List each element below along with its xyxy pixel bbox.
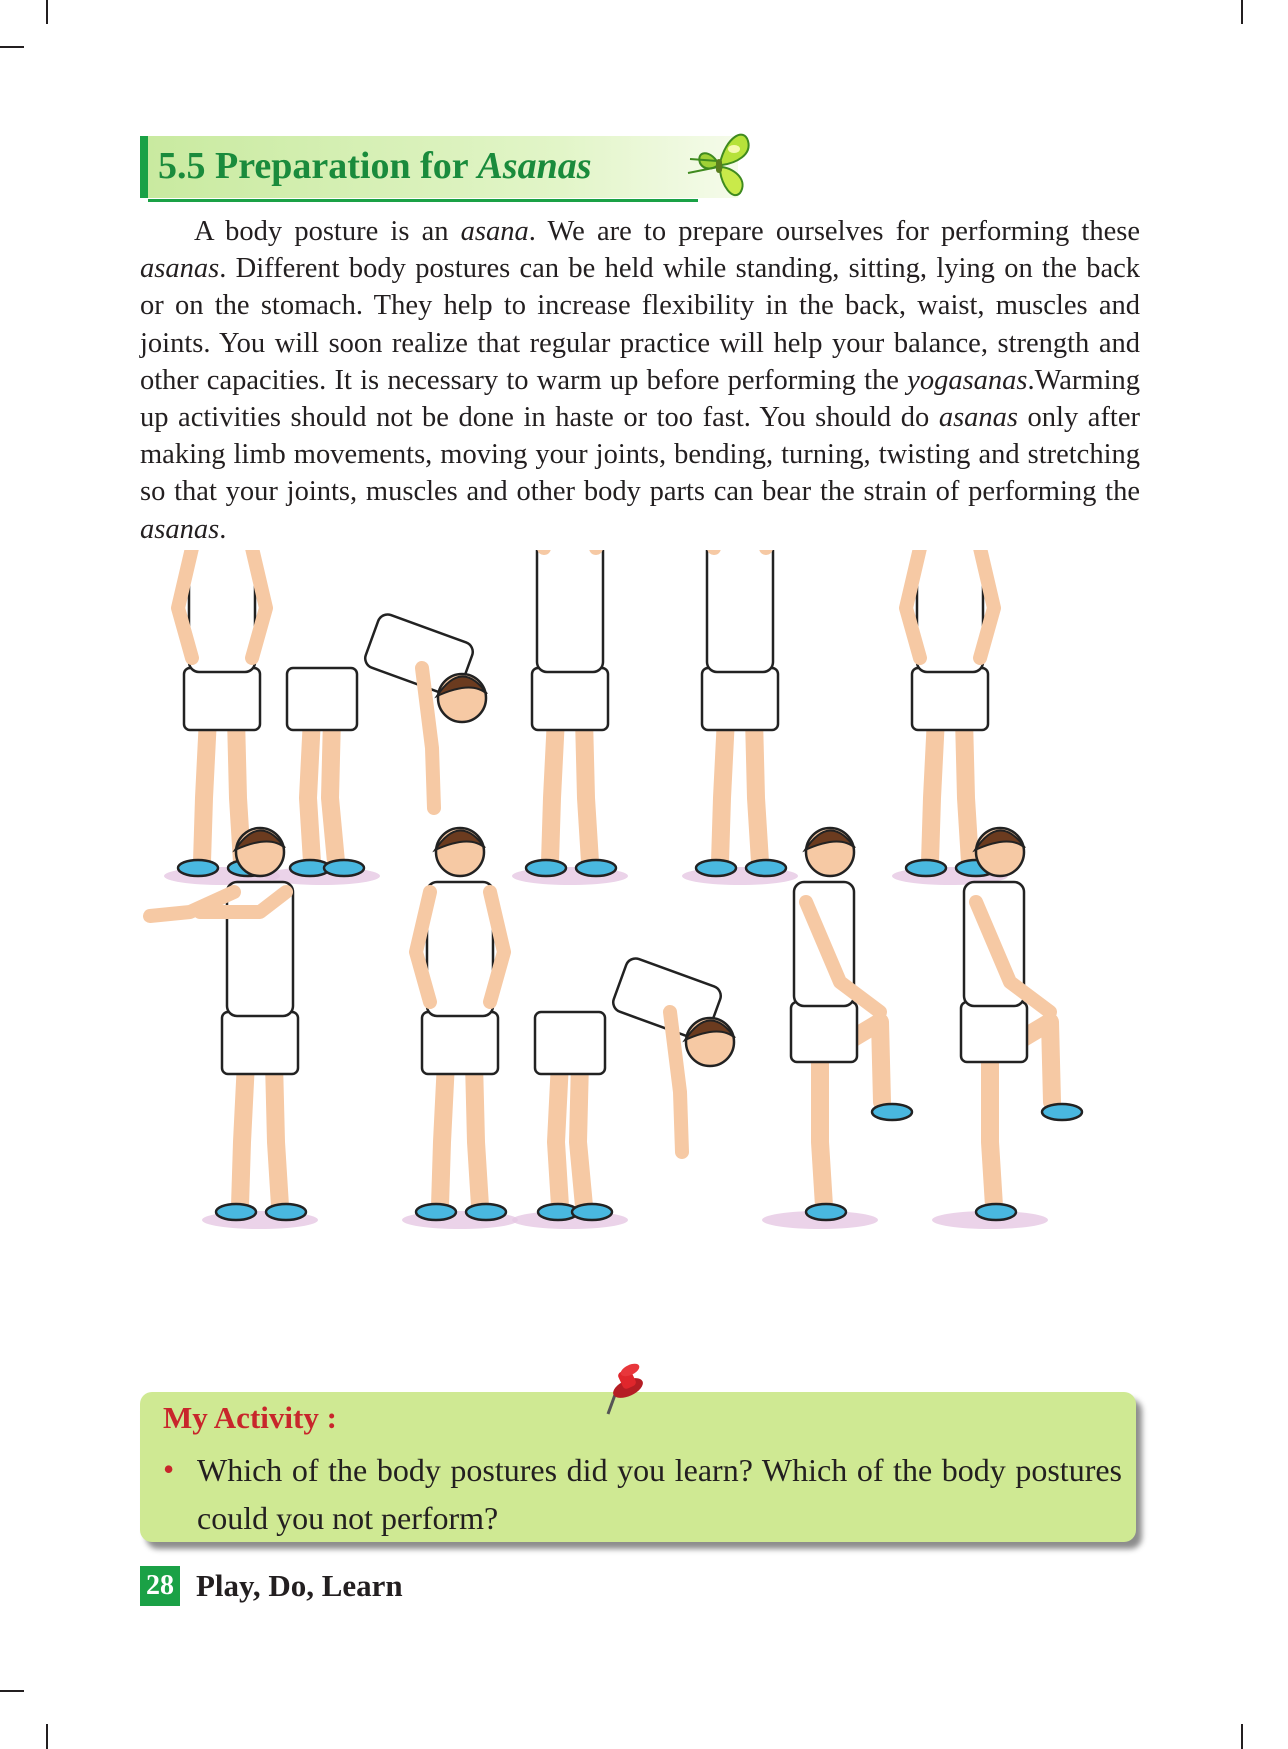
shoe [1042, 1104, 1082, 1120]
limb [584, 718, 590, 862]
shoe [696, 860, 736, 876]
shorts [287, 668, 357, 730]
vest [537, 550, 603, 672]
crop-mark [46, 1724, 48, 1749]
shoe [576, 860, 616, 876]
limb [274, 1062, 280, 1206]
shorts [961, 1002, 1027, 1062]
figure-arm-cross-stretch [150, 828, 318, 1229]
italic-term: asana [460, 216, 529, 247]
figure-reaching-up [512, 550, 628, 885]
shoe [526, 860, 566, 876]
shoe [266, 1204, 306, 1220]
shoe [572, 1204, 612, 1220]
book-title: Play, Do, Learn [196, 1568, 403, 1603]
figure-back-view-hands-on-hips [402, 828, 518, 1229]
italic-term: yogasanas [907, 364, 1028, 396]
limb [990, 1062, 994, 1206]
limb [720, 718, 726, 862]
paragraph-run: .Warming up activities should not be done in haste or too fast. You should do [140, 364, 1140, 434]
shorts [912, 668, 988, 730]
vest [189, 550, 255, 672]
shoe [746, 860, 786, 876]
figure-forward-bend-head-down [512, 956, 735, 1229]
limb [202, 718, 208, 862]
shoe [178, 860, 218, 876]
shorts [532, 668, 608, 730]
vest [917, 550, 983, 672]
shorts [222, 1012, 298, 1074]
paragraph-run: . [219, 513, 227, 545]
crop-mark [1241, 1724, 1243, 1749]
shorts [184, 668, 260, 730]
intro-paragraph [140, 213, 1140, 548]
limb [550, 718, 556, 862]
crop-mark [0, 46, 24, 48]
italic-term: asanas [140, 513, 220, 545]
warm-up-postures-illustration [140, 550, 1140, 1380]
limb [820, 1062, 824, 1206]
shorts [791, 1002, 857, 1062]
section-heading-text: 5.5 Preparation for [158, 145, 478, 187]
activity-question: Which of the body postures did you learn? Which of the body postures could you not perform? [197, 1452, 1122, 1536]
butterfly-icon [686, 127, 752, 201]
paragraph-text [140, 213, 1140, 548]
crop-mark [0, 1690, 24, 1692]
limb [964, 718, 970, 862]
crop-mark [46, 0, 48, 24]
paragraph-run: A body posture is an [194, 216, 461, 247]
figure-knee-to-chest [762, 828, 912, 1229]
crop-mark [1241, 0, 1243, 24]
limb [754, 718, 760, 862]
shoe [466, 1204, 506, 1220]
limb [556, 1062, 560, 1206]
paragraph-run: . Different body postures can be held while standing, sitting, lying on the back or on the stomach. They help to increase flexibility in the back, waist, muscles and joints. You will soon realize that regular practice will help your balance, strength and other capacities. It is necessary to warm up before performing the [140, 253, 1140, 396]
shoe [806, 1204, 846, 1220]
figure-quad-stretch [932, 828, 1082, 1229]
shoe [872, 1104, 912, 1120]
paragraph-run: . We are to prepare ourselves for performing these [528, 216, 1140, 247]
activity-title: My Activity : [163, 1400, 337, 1435]
limb [440, 1062, 446, 1206]
shoe [906, 860, 946, 876]
limb [330, 718, 336, 862]
italic-term: asanas [938, 402, 1018, 434]
italic-term: asanas [140, 253, 220, 285]
pushpin-icon [598, 1362, 648, 1418]
shoe [976, 1204, 1016, 1220]
figure-arms-overhead [682, 550, 798, 885]
vest [707, 550, 773, 672]
shorts [702, 668, 778, 730]
paragraph-run: only after making limb movements, moving your joints, bending, turning, twisting and stretching so that your joints, muscles and other body parts can bear the strain of performing the [140, 402, 1140, 508]
limb [308, 718, 312, 862]
limb [474, 1062, 480, 1206]
page-number: 28 [140, 1566, 180, 1606]
limb [930, 718, 936, 862]
bullet-marker: • [163, 1451, 175, 1487]
shorts [535, 1012, 605, 1074]
shoe [216, 1204, 256, 1220]
section-heading-italic: Asanas [477, 145, 592, 187]
shorts [422, 1012, 498, 1074]
vest [427, 882, 493, 1016]
shoe [416, 1204, 456, 1220]
section-heading [158, 138, 592, 194]
limb [240, 1062, 246, 1206]
limb [578, 1062, 584, 1206]
shoe [324, 860, 364, 876]
